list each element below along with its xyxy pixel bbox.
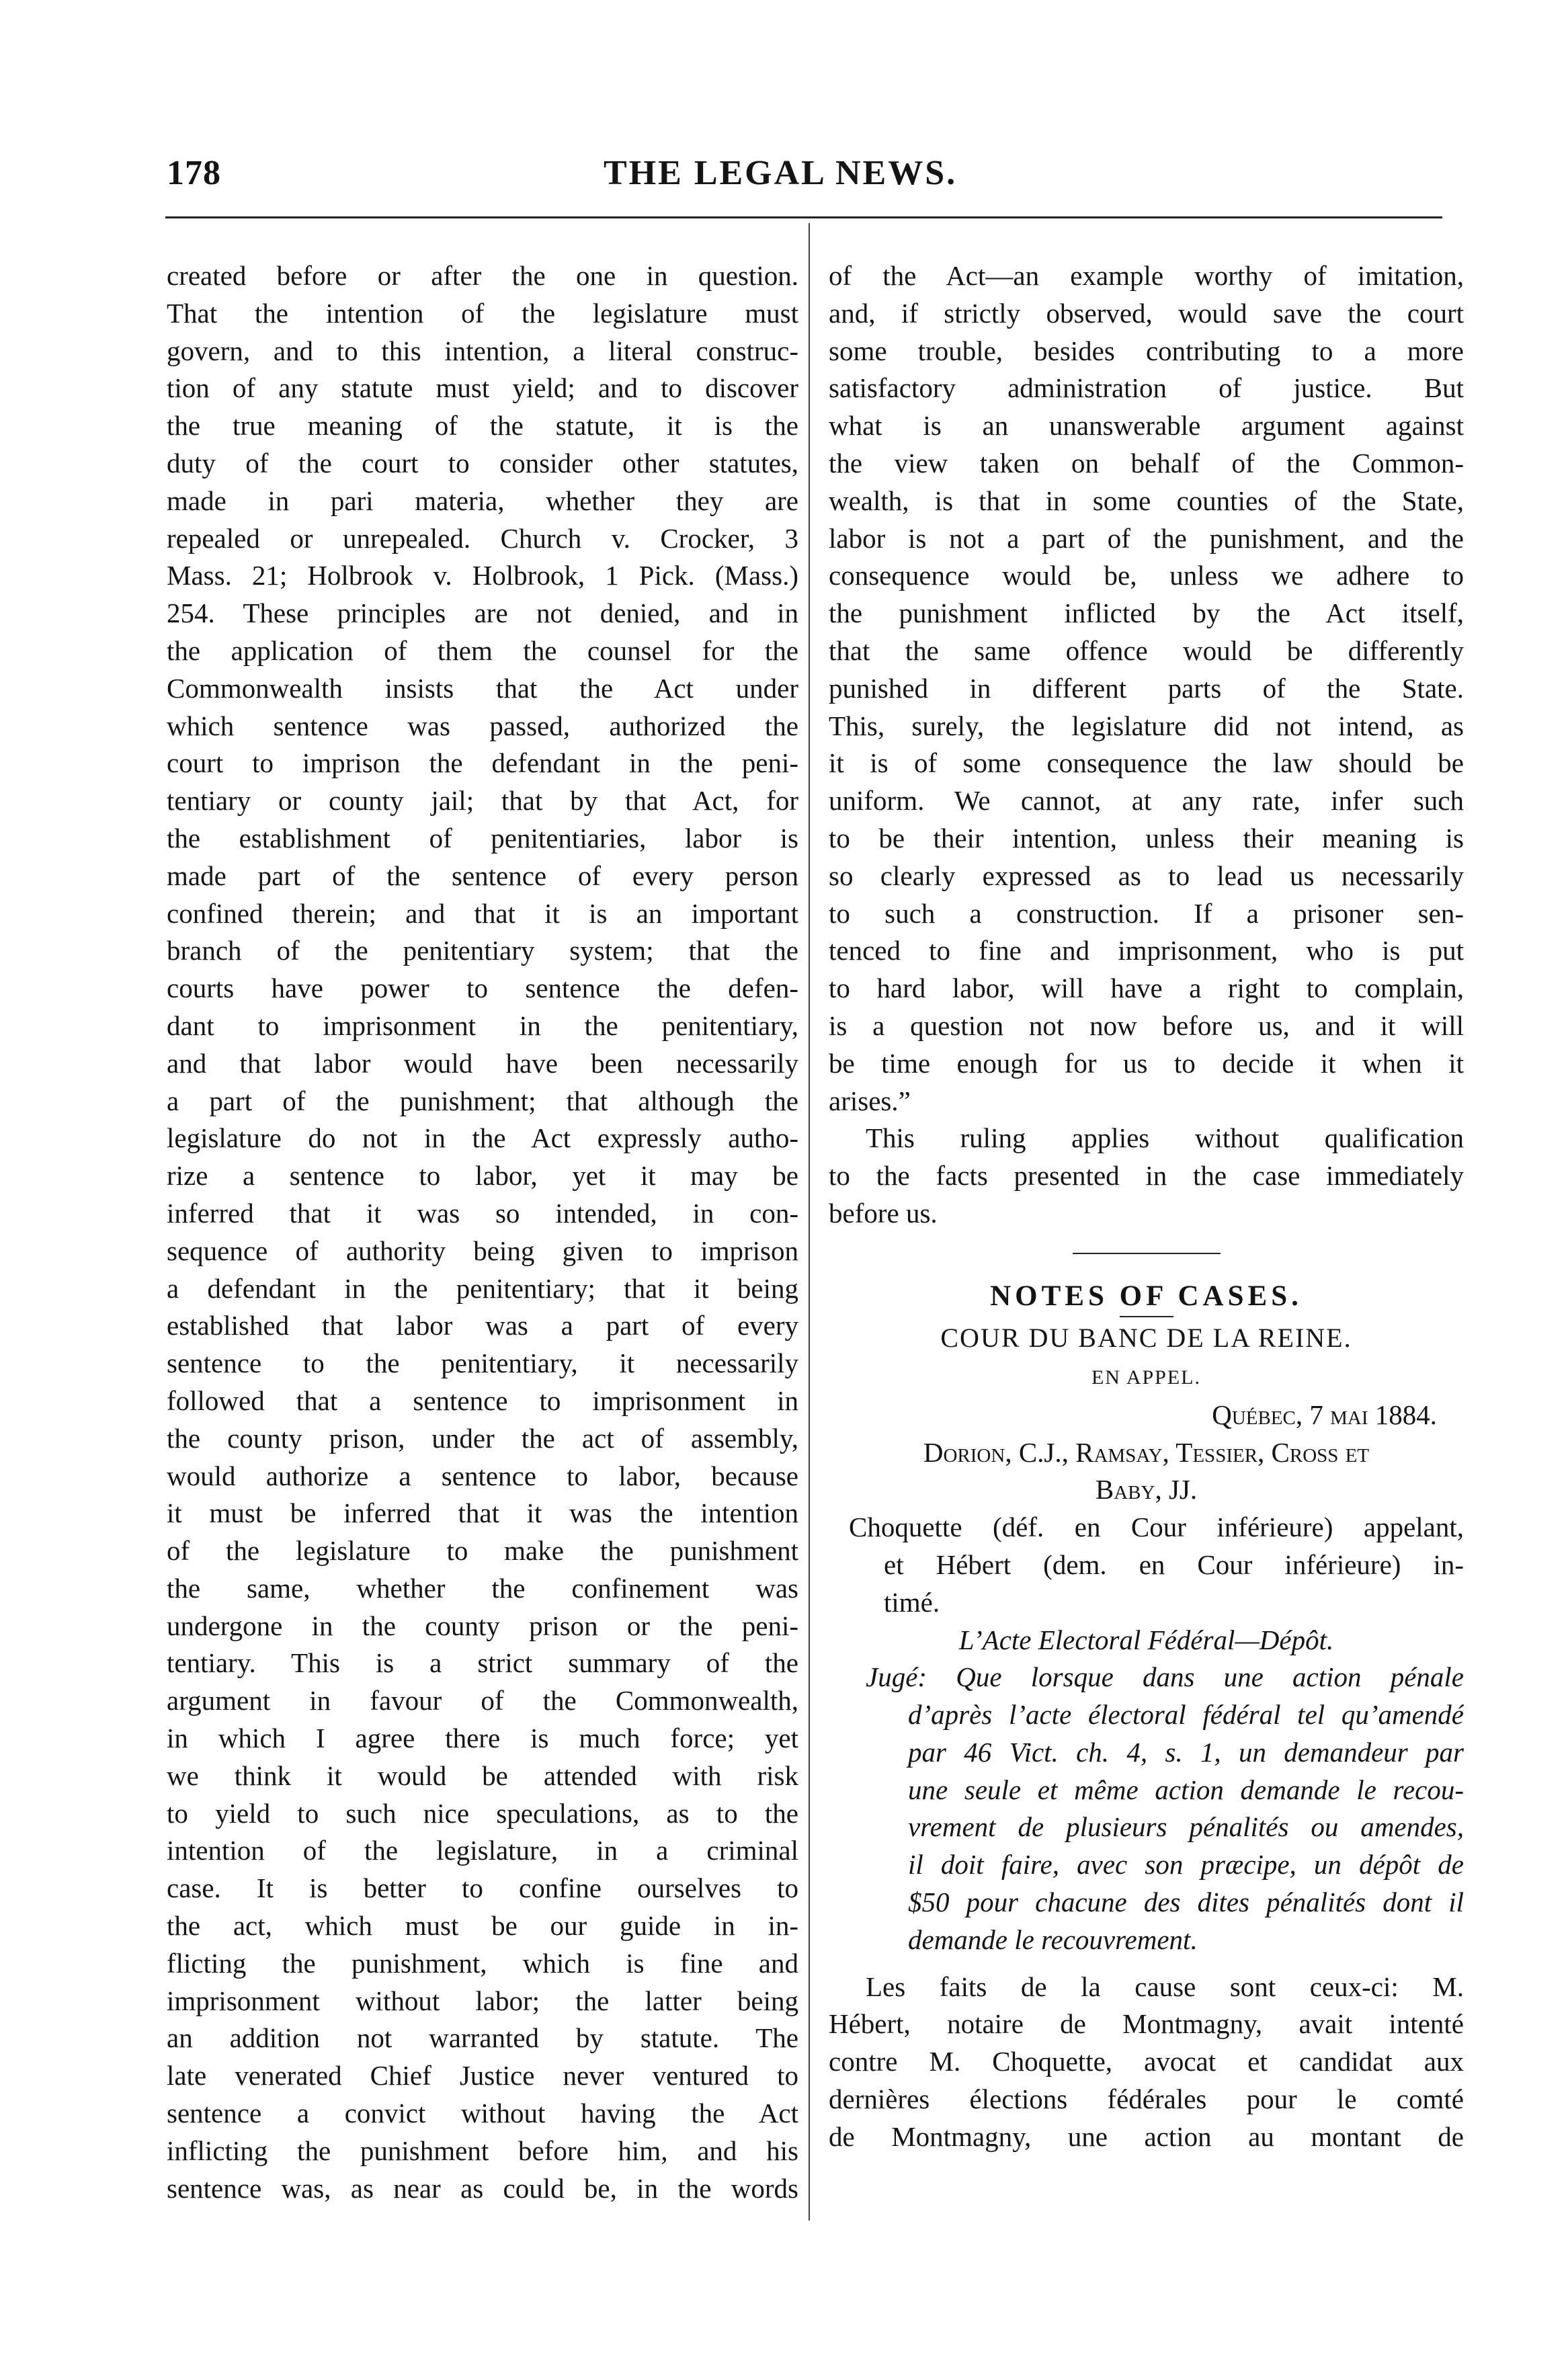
left-text-line: tentiary. This is a strict summary of the: [167, 1647, 798, 1679]
right-text-line: tenced to fine and imprisonment, who is put: [829, 935, 1464, 966]
left-text-line: it must be inferred that it was the intention: [167, 1497, 798, 1529]
left-text-line: Mass. 21; Holbrook v. Holbrook, 1 Pick. (Mass.): [167, 560, 798, 591]
right-text-line: uniform. We cannot, at any rate, infer such: [829, 785, 1464, 817]
court-heading: COUR DU BANC DE LA REINE.: [940, 1322, 1352, 1353]
held-text-line: il doit faire, avec son præcipe, un dépôt de: [908, 1849, 1464, 1881]
left-text-line: sentence was, as near as could be, in the words: [167, 2172, 798, 2204]
parties-line-1: Choquette (déf. en Cour inférieure) appelant,: [849, 1512, 1464, 1543]
left-text-line: and that labor would have been necessarily: [167, 1047, 798, 1079]
right-text-line: some trouble, besides contributing to a more: [829, 335, 1464, 366]
left-text-line: the county prison, under the act of assembly,: [167, 1422, 798, 1454]
right-text-line: is a question not now before us, and it will: [829, 1009, 1464, 1041]
left-text-line: legislature do not in the Act expressly autho-: [167, 1122, 798, 1154]
left-text-line: tentiary or county jail; that by that Act, for: [167, 785, 798, 817]
running-title: THE LEGAL NEWS.: [604, 154, 958, 192]
left-text-line: made part of the sentence of every person: [167, 860, 798, 891]
left-text-line: argument in favour of the Commonwealth,: [167, 1685, 798, 1717]
left-text-line: a part of the punishment; that although the: [167, 1085, 798, 1116]
left-text-line: 254. These principles are not denied, and in: [167, 597, 798, 629]
held-text-line: demande le recouvrement.: [908, 1924, 1198, 1955]
right-text-line: so clearly expressed as to lead us necessarily: [829, 860, 1464, 891]
right-text-line: the view taken on behalf of the Common-: [829, 447, 1464, 479]
facts-text-line: Hébert, notaire de Montmagny, avait intenté: [829, 2008, 1464, 2040]
held-text-line: Jugé: Que lorsque dans une action pénale: [866, 1661, 1464, 1693]
left-text-line: tion of any statute must yield; and to discover: [167, 372, 798, 404]
facts-text-line: Les faits de la cause sont ceux-ci: M.: [866, 1971, 1464, 2002]
facts-text-line: dernières élections fédérales pour le comté: [829, 2083, 1464, 2115]
left-text-line: inferred that it was so intended, in con-: [167, 1197, 798, 1229]
left-text-line: rize a sentence to labor, yet it may be: [167, 1160, 798, 1192]
date-line: Québec, 7 mai 1884.: [1212, 1399, 1437, 1430]
left-text-line: court to imprison the defendant in the peni-: [167, 747, 798, 779]
judges-line-2: Baby, JJ.: [1095, 1474, 1198, 1505]
case-subject: L’Acte Electoral Fédéral—Dépôt.: [958, 1624, 1334, 1655]
left-text-line: confined therein; and that it is an important: [167, 897, 798, 929]
judges-line-1: Dorion, C.J., Ramsay, Tessier, Cross et: [923, 1436, 1370, 1468]
left-text-line: dant to imprisonment in the penitentiary,: [167, 1009, 798, 1041]
left-text-line: imprisonment without labor; the latter being: [167, 1985, 798, 2016]
notes-heading: NOTES OF CASES.: [990, 1280, 1303, 1312]
parties-line-2: et Hébert (dem. en Cour inférieure) in-: [884, 1548, 1464, 1580]
left-text-line: undergone in the county prison or the peni-: [167, 1610, 798, 1641]
closing-text-line: before us.: [829, 1197, 938, 1229]
held-text-line: par 46 Vict. ch. 4, s. 1, un demandeur par: [908, 1736, 1464, 1768]
section-rule: [1073, 1253, 1221, 1254]
left-text-line: we think it would be attended with risk: [167, 1760, 798, 1791]
right-text-line: what is an unanswerable argument against: [829, 410, 1464, 442]
facts-text-line: contre M. Choquette, avocat et candidat aux: [829, 2046, 1464, 2077]
right-text-line: that the same offence would be differently: [829, 634, 1464, 666]
left-text-line: flicting the punishment, which is fine and: [167, 1947, 798, 1979]
left-text-line: courts have power to sentence the defen-: [167, 973, 798, 1004]
right-text-line: it is of some consequence the law should be: [829, 747, 1464, 779]
held-text-line: d’après l’acte électoral fédéral tel qu’amendé: [908, 1699, 1464, 1731]
left-text-line: the establishment of penitentiaries, labor is: [167, 822, 798, 854]
left-text-line: the act, which must be our guide in in-: [167, 1910, 798, 1942]
left-text-line: the application of them the counsel for the: [167, 634, 798, 666]
right-text-line: be time enough for us to decide it when it: [829, 1047, 1464, 1079]
held-text-line: une seule et même action demande le recou-: [908, 1774, 1464, 1805]
left-text-line: in which I agree there is much force; yet: [167, 1723, 798, 1754]
right-column-body: [829, 257, 1464, 1120]
closing-paragraph: [829, 1120, 1464, 1232]
left-text-line: sequence of authority being given to imprison: [167, 1235, 798, 1266]
left-text-line: a defendant in the penitentiary; that it being: [167, 1272, 798, 1304]
left-text-line: to yield to such nice speculations, as to the: [167, 1797, 798, 1829]
left-text-line: inflicting the punishment before him, and his: [167, 2135, 798, 2166]
right-text-line: arises.”: [829, 1085, 911, 1116]
left-text-line: the true meaning of the statute, it is the: [167, 410, 798, 442]
left-text-line: would authorize a sentence to labor, because: [167, 1460, 798, 1491]
right-text-line: to hard labor, will have a right to complain,: [829, 973, 1464, 1004]
left-text-line: repealed or unrepealed. Church v. Crocker, 3: [167, 522, 798, 554]
facts-paragraph: [829, 1969, 1464, 2156]
left-text-line: which sentence was passed, authorized the: [167, 710, 798, 741]
header-rule: [165, 216, 1442, 218]
right-text-line: the punishment inflicted by the Act itself,: [829, 597, 1464, 629]
facts-text-line: de Montmagny, une action au montant de: [829, 2120, 1464, 2152]
left-text-line: govern, and to this intention, a literal construc-: [167, 335, 798, 366]
left-column: [167, 257, 798, 2207]
right-text-line: consequence would be, unless we adhere to: [829, 560, 1464, 591]
right-column: [829, 257, 1464, 2156]
left-text-line: branch of the penitentiary system; that the: [167, 935, 798, 966]
held-paragraph: [829, 1659, 1464, 1958]
left-text-line: made in pari materia, whether they are: [167, 485, 798, 516]
left-text-line: intention of the legislature, in a criminal: [167, 1835, 798, 1866]
left-text-line: duty of the court to consider other statutes,: [167, 447, 798, 479]
held-text-line: $50 pour chacune des dites pénalités dont il: [908, 1887, 1464, 1918]
left-text-line: late venerated Chief Justice never ventured to: [167, 2060, 798, 2092]
right-text-line: to be their intention, unless their meaning is: [829, 822, 1464, 854]
held-text-line: vrement de plusieurs pénalités ou amendes,: [908, 1811, 1464, 1843]
page-number: 178: [167, 154, 221, 192]
left-text-line: created before or after the one in question.: [167, 260, 798, 291]
left-text-line: sentence a convict without having the Act: [167, 2098, 798, 2129]
closing-text-line: This ruling applies without qualification: [866, 1122, 1464, 1154]
right-text-line: labor is not a part of the punishment, and the: [829, 522, 1464, 554]
left-text-line: Commonwealth insists that the Act under: [167, 672, 798, 704]
right-text-line: punished in different parts of the State.: [829, 672, 1464, 704]
right-text-line: and, if strictly observed, would save the court: [829, 297, 1464, 329]
column-divider: [809, 223, 810, 2221]
parties-line-3: timé.: [884, 1586, 940, 1618]
en-appel-label: EN APPEL.: [1091, 1366, 1202, 1389]
left-text-line: the same, whether the confinement was: [167, 1572, 798, 1604]
right-text-line: of the Act—an example worthy of imitation,: [829, 260, 1464, 291]
left-text-line: followed that a sentence to imprisonment in: [167, 1385, 798, 1416]
left-text-line: of the legislature to make the punishment: [167, 1535, 798, 1567]
left-text-line: case. It is better to confine ourselves to: [167, 1872, 798, 1904]
right-text-line: This, surely, the legislature did not intend, as: [829, 710, 1464, 741]
left-text-line: an addition not warranted by statute. The: [167, 2022, 798, 2054]
right-text-line: to such a construction. If a prisoner sen-: [829, 897, 1464, 929]
closing-text-line: to the facts presented in the case immediately: [829, 1160, 1464, 1192]
left-text-line: established that labor was a part of every: [167, 1310, 798, 1341]
right-text-line: wealth, is that in some counties of the State,: [829, 485, 1464, 516]
left-text-line: That the intention of the legislature must: [167, 297, 798, 329]
right-text-line: satisfactory administration of justice. But: [829, 372, 1464, 404]
left-text-line: sentence to the penitentiary, it necessarily: [167, 1348, 798, 1379]
